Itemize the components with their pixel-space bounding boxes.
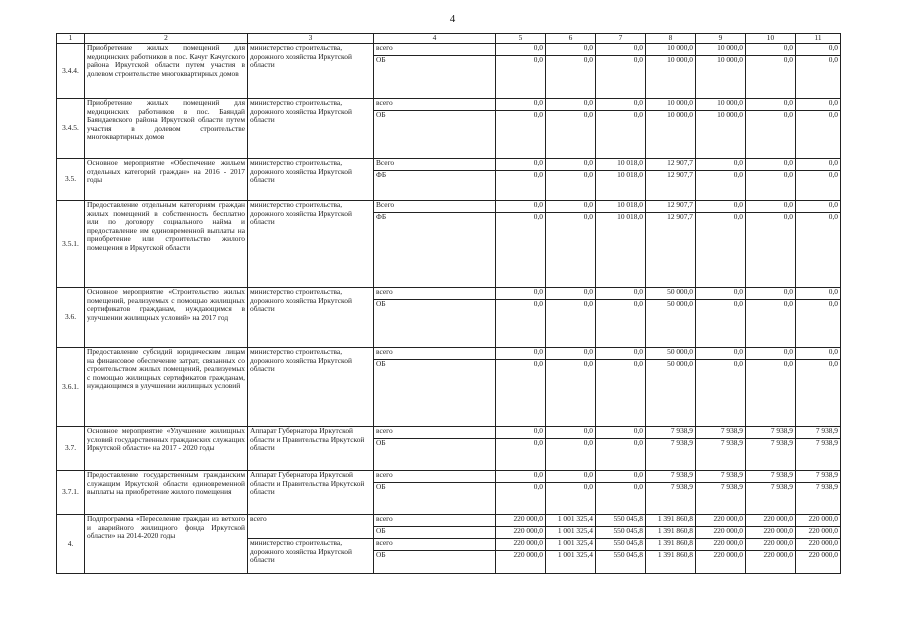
item-code: 3.5.1. [57, 201, 85, 288]
amount-cell: 0,0 [746, 171, 796, 201]
amount-cell: 0,0 [796, 300, 841, 348]
amount-cell: 220 000,0 [496, 515, 546, 527]
column-header-11: 11 [796, 34, 841, 44]
amount-cell: 550 045,8 [596, 551, 646, 574]
amount-cell: 0,0 [746, 201, 796, 213]
amount-cell: 0,0 [546, 171, 596, 201]
item-code: 3.4.5. [57, 99, 85, 159]
amount-cell: 0,0 [796, 171, 841, 201]
amount-cell: 0,0 [596, 56, 646, 99]
table-row [57, 471, 841, 483]
header-row [57, 34, 841, 44]
amount-cell: 0,0 [596, 427, 646, 439]
amount-cell: 0,0 [496, 99, 546, 111]
amount-cell: 7 938,9 [746, 439, 796, 471]
funding-source: ОБ [374, 300, 496, 348]
column-header-10: 10 [746, 34, 796, 44]
amount-cell: 7 938,9 [646, 427, 696, 439]
amount-cell: 50 000,0 [646, 348, 696, 360]
item-code: 3.5. [57, 159, 85, 201]
amount-cell: 50 000,0 [646, 360, 696, 427]
funding-source: ОБ [374, 527, 496, 539]
item-name: Основное мероприятие «Строительство жилых помещений, реализуемых с помощью жилищных сертификатов гражданам, нуждающимся в улучшении жилищных условий» на 2017 год [85, 288, 248, 348]
funding-source: ФБ [374, 213, 496, 288]
item-code: 4. [57, 515, 85, 574]
funding-source: Всего [374, 201, 496, 213]
amount-cell: 0,0 [746, 213, 796, 288]
amount-cell: 0,0 [746, 111, 796, 159]
responsible-executor: министерство строительства, дорожного хозяйства Иркутской области [248, 288, 374, 348]
funding-source: всего [374, 539, 496, 551]
amount-cell: 0,0 [546, 111, 596, 159]
amount-cell: 0,0 [496, 427, 546, 439]
table-row [57, 159, 841, 171]
amount-cell: 0,0 [496, 171, 546, 201]
amount-cell: 0,0 [596, 348, 646, 360]
amount-cell: 0,0 [796, 288, 841, 300]
amount-cell: 0,0 [496, 439, 546, 471]
amount-cell: 0,0 [596, 99, 646, 111]
amount-cell: 0,0 [696, 288, 746, 300]
amount-cell: 7 938,9 [696, 439, 746, 471]
amount-cell: 0,0 [496, 483, 546, 515]
amount-cell: 0,0 [696, 348, 746, 360]
amount-cell: 1 391 860,8 [646, 515, 696, 527]
amount-cell: 0,0 [746, 288, 796, 300]
item-name: Основное мероприятие «Обеспечение жильем отдельных категорий граждан» на 2016 - 2017 годы [85, 159, 248, 201]
amount-cell: 0,0 [496, 360, 546, 427]
item-name: Приобретение жилых помещений для медицинских работников в пос. Баяндай Баяндаевского района Иркутской области путем участия в долевом строительстве многоквартирных домов [85, 99, 248, 159]
item-name: Предоставление отдельным категориям граждан жилых помещений в собственность бесплатно или по договору социального найма и предоставление им единовременной выплаты на приобретение или строительство жилого помещения в Иркутской области [85, 201, 248, 288]
amount-cell: 0,0 [496, 44, 546, 56]
amount-cell: 1 391 860,8 [646, 527, 696, 539]
table-row [57, 288, 841, 300]
amount-cell: 10 018,0 [596, 159, 646, 171]
amount-cell: 10 000,0 [646, 111, 696, 159]
amount-cell: 0,0 [796, 360, 841, 427]
amount-cell: 0,0 [596, 483, 646, 515]
column-header-2: 2 [85, 34, 248, 44]
amount-cell: 220 000,0 [746, 551, 796, 574]
amount-cell: 220 000,0 [696, 515, 746, 527]
amount-cell: 220 000,0 [746, 515, 796, 527]
item-name: Предоставление субсидий юридическим лицам на финансовое обеспечение затрат, связанных со строительством жилых помещений, реализуемых с помощью жилищных сертификатов гражданам, нуждающимся в улучшении жилищных условий [85, 348, 248, 427]
funding-source: всего [374, 515, 496, 527]
amount-cell: 220 000,0 [746, 527, 796, 539]
amount-cell: 0,0 [696, 300, 746, 348]
amount-cell: 7 938,9 [696, 471, 746, 483]
amount-cell: 0,0 [546, 348, 596, 360]
amount-cell: 12 907,7 [646, 159, 696, 171]
amount-cell: 0,0 [596, 300, 646, 348]
item-code: 3.6. [57, 288, 85, 348]
amount-cell: 0,0 [696, 171, 746, 201]
funding-source: ОБ [374, 111, 496, 159]
amount-cell: 0,0 [746, 348, 796, 360]
amount-cell: 0,0 [546, 300, 596, 348]
amount-cell: 220 000,0 [796, 539, 841, 551]
item-name: Основное мероприятие «Улучшение жилищных условий государственных гражданских служащих Иркутской области» на 2017 - 2020 годы [85, 427, 248, 471]
funding-source: ОБ [374, 483, 496, 515]
table-row [57, 348, 841, 360]
amount-cell: 50 000,0 [646, 300, 696, 348]
funding-source: ОБ [374, 56, 496, 99]
amount-cell: 12 907,7 [646, 213, 696, 288]
amount-cell: 0,0 [546, 44, 596, 56]
column-header-3: 3 [248, 34, 374, 44]
table-row [57, 427, 841, 439]
item-name: Приобретение жилых помещений для медицинских работников в пос. Качуг Качугского района Иркутской области путем участия в долевом строительстве многоквартирных домов [85, 44, 248, 99]
amount-cell: 0,0 [546, 201, 596, 213]
item-name: Предоставление государственным гражданским служащим Иркутской области единовременной выплаты на приобретение жилого помещения [85, 471, 248, 515]
document-sheet [56, 33, 841, 574]
amount-cell: 1 391 860,8 [646, 551, 696, 574]
column-header-5: 5 [496, 34, 546, 44]
item-name: Подпрограмма «Переселение граждан из ветхого и аварийного жилищного фонда Иркутской области» на 2014-2020 годы [85, 515, 248, 574]
column-header-4: 4 [374, 34, 496, 44]
amount-cell: 7 938,9 [696, 427, 746, 439]
amount-cell: 220 000,0 [496, 551, 546, 574]
responsible-executor: министерство строительства, дорожного хозяйства Иркутской области [248, 99, 374, 159]
funding-source: Всего [374, 159, 496, 171]
item-code: 3.7. [57, 427, 85, 471]
amount-cell: 0,0 [796, 348, 841, 360]
responsible-executor: министерство строительства, дорожного хозяйства Иркутской области [248, 159, 374, 201]
responsible-executor: министерство строительства, дорожного хозяйства Иркутской области [248, 539, 374, 574]
item-code: 3.6.1. [57, 348, 85, 427]
amount-cell: 7 938,9 [796, 427, 841, 439]
amount-cell: 10 018,0 [596, 171, 646, 201]
amount-cell: 0,0 [496, 213, 546, 288]
funding-source: всего [374, 288, 496, 300]
funding-source: всего [374, 348, 496, 360]
amount-cell: 220 000,0 [696, 539, 746, 551]
amount-cell: 0,0 [746, 360, 796, 427]
amount-cell: 0,0 [496, 111, 546, 159]
amount-cell: 1 001 325,4 [546, 539, 596, 551]
amount-cell: 550 045,8 [596, 515, 646, 527]
amount-cell: 220 000,0 [696, 551, 746, 574]
amount-cell: 0,0 [546, 159, 596, 171]
amount-cell: 0,0 [596, 111, 646, 159]
amount-cell: 1 001 325,4 [546, 551, 596, 574]
amount-cell: 220 000,0 [746, 539, 796, 551]
amount-cell: 7 938,9 [746, 427, 796, 439]
amount-cell: 12 907,7 [646, 201, 696, 213]
responsible-executor: всего [248, 515, 374, 539]
column-header-6: 6 [546, 34, 596, 44]
table-row [57, 515, 841, 527]
funding-source: ОБ [374, 360, 496, 427]
amount-cell: 0,0 [596, 439, 646, 471]
amount-cell: 0,0 [496, 159, 546, 171]
amount-cell: 7 938,9 [646, 483, 696, 515]
amount-cell: 7 938,9 [796, 471, 841, 483]
amount-cell: 0,0 [546, 427, 596, 439]
amount-cell: 10 000,0 [696, 99, 746, 111]
responsible-executor: Аппарат Губернатора Иркутской области и Правительства Иркутской области [248, 471, 374, 515]
amount-cell: 0,0 [696, 213, 746, 288]
table-row [57, 99, 841, 111]
amount-cell: 220 000,0 [796, 527, 841, 539]
amount-cell: 0,0 [496, 471, 546, 483]
funding-source: всего [374, 427, 496, 439]
amount-cell: 550 045,8 [596, 527, 646, 539]
amount-cell: 0,0 [596, 44, 646, 56]
amount-cell: 7 938,9 [646, 471, 696, 483]
amount-cell: 0,0 [596, 360, 646, 427]
amount-cell: 0,0 [796, 44, 841, 56]
amount-cell: 0,0 [746, 44, 796, 56]
page-number: 4 [449, 13, 456, 25]
amount-cell: 0,0 [796, 159, 841, 171]
item-code: 3.4.4. [57, 44, 85, 99]
amount-cell: 10 000,0 [696, 111, 746, 159]
amount-cell: 0,0 [696, 360, 746, 427]
amount-cell: 0,0 [796, 213, 841, 288]
funding-source: ФБ [374, 171, 496, 201]
column-header-7: 7 [596, 34, 646, 44]
amount-cell: 7 938,9 [746, 471, 796, 483]
column-header-1: 1 [57, 34, 85, 44]
item-code: 3.7.1. [57, 471, 85, 515]
column-header-9: 9 [696, 34, 746, 44]
amount-cell: 0,0 [746, 159, 796, 171]
amount-cell: 0,0 [496, 300, 546, 348]
amount-cell: 220 000,0 [796, 551, 841, 574]
amount-cell: 10 000,0 [696, 56, 746, 99]
amount-cell: 0,0 [496, 348, 546, 360]
amount-cell: 0,0 [546, 99, 596, 111]
amount-cell: 550 045,8 [596, 539, 646, 551]
amount-cell: 1 001 325,4 [546, 527, 596, 539]
amount-cell: 10 018,0 [596, 201, 646, 213]
amount-cell: 0,0 [746, 300, 796, 348]
amount-cell: 7 938,9 [796, 483, 841, 515]
table-row [57, 44, 841, 56]
amount-cell: 50 000,0 [646, 288, 696, 300]
responsible-executor: министерство строительства, дорожного хозяйства Иркутской области [248, 44, 374, 99]
funding-source: всего [374, 99, 496, 111]
amount-cell: 0,0 [546, 56, 596, 99]
amount-cell: 10 018,0 [596, 213, 646, 288]
funding-source: ОБ [374, 551, 496, 574]
funding-source: ОБ [374, 439, 496, 471]
amount-cell: 0,0 [546, 288, 596, 300]
funding-source: всего [374, 471, 496, 483]
amount-cell: 12 907,7 [646, 171, 696, 201]
amount-cell: 0,0 [546, 471, 596, 483]
amount-cell: 220 000,0 [496, 539, 546, 551]
amount-cell: 10 000,0 [646, 44, 696, 56]
amount-cell: 1 001 325,4 [546, 515, 596, 527]
column-header-8: 8 [646, 34, 696, 44]
amount-cell: 1 391 860,8 [646, 539, 696, 551]
amount-cell: 0,0 [746, 99, 796, 111]
amount-cell: 0,0 [496, 201, 546, 213]
amount-cell: 220 000,0 [696, 527, 746, 539]
amount-cell: 0,0 [746, 56, 796, 99]
table-row [57, 201, 841, 213]
amount-cell: 220 000,0 [496, 527, 546, 539]
amount-cell: 220 000,0 [796, 515, 841, 527]
amount-cell: 0,0 [796, 56, 841, 99]
responsible-executor: министерство строительства, дорожного хозяйства Иркутской области [248, 201, 374, 288]
amount-cell: 0,0 [796, 99, 841, 111]
amount-cell: 0,0 [796, 111, 841, 159]
budget-table [56, 33, 841, 574]
amount-cell: 10 000,0 [696, 44, 746, 56]
amount-cell: 10 000,0 [646, 99, 696, 111]
amount-cell: 0,0 [796, 201, 841, 213]
amount-cell: 0,0 [546, 439, 596, 471]
amount-cell: 0,0 [496, 56, 546, 99]
funding-source: всего [374, 44, 496, 56]
amount-cell: 0,0 [546, 360, 596, 427]
amount-cell: 7 938,9 [646, 439, 696, 471]
amount-cell: 0,0 [546, 213, 596, 288]
amount-cell: 0,0 [546, 483, 596, 515]
amount-cell: 10 000,0 [646, 56, 696, 99]
amount-cell: 0,0 [596, 471, 646, 483]
amount-cell: 0,0 [696, 201, 746, 213]
amount-cell: 0,0 [696, 159, 746, 171]
responsible-executor: министерство строительства, дорожного хозяйства Иркутской области [248, 348, 374, 427]
amount-cell: 7 938,9 [746, 483, 796, 515]
amount-cell: 7 938,9 [796, 439, 841, 471]
responsible-executor: Аппарат Губернатора Иркутской области и Правительства Иркутской области [248, 427, 374, 471]
amount-cell: 0,0 [596, 288, 646, 300]
amount-cell: 7 938,9 [696, 483, 746, 515]
amount-cell: 0,0 [496, 288, 546, 300]
